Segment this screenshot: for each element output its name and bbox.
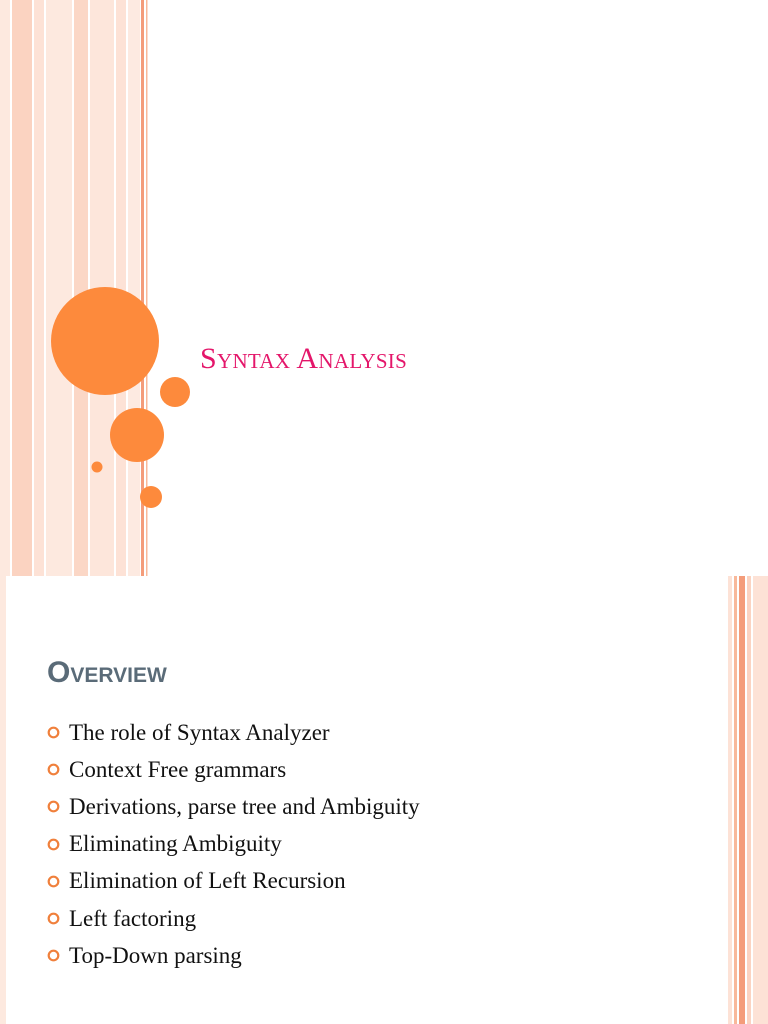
list-item	[47, 900, 420, 937]
overview-slide	[0, 576, 768, 1024]
list-item-text: Top-Down parsing	[69, 942, 242, 968]
list-item-text: Elimination of Left Recursion	[69, 868, 346, 894]
list-item	[47, 826, 420, 863]
bullet-list	[47, 714, 420, 974]
list-item-text: The role of Syntax Analyzer	[69, 719, 330, 745]
ring-bullet-icon	[47, 726, 60, 739]
decorative-stripe-left-edge	[0, 576, 6, 1024]
list-item-text: Context Free grammars	[69, 756, 287, 782]
circle-small-bottom	[140, 486, 162, 508]
circle-medium	[110, 408, 164, 462]
ring-bullet-icon	[47, 875, 60, 888]
list-item	[47, 788, 420, 825]
ring-bullet-icon	[47, 912, 60, 925]
decorative-stripes-right	[728, 576, 768, 1024]
circle-large	[51, 287, 159, 395]
ring-bullet-icon	[47, 800, 60, 813]
list-item-text: Eliminating Ambiguity	[69, 831, 282, 857]
ring-bullet-icon	[47, 838, 60, 851]
circle-small-right	[160, 377, 190, 407]
list-item	[47, 751, 420, 788]
circle-tiny	[92, 462, 103, 473]
ring-bullet-icon	[47, 763, 60, 776]
list-item	[47, 937, 420, 974]
list-item-text: Derivations, parse tree and Ambiguity	[69, 793, 420, 819]
slide-title: Overview	[47, 656, 167, 689]
list-item-text: Left factoring	[69, 905, 197, 931]
ring-bullet-icon	[47, 949, 60, 962]
list-item	[47, 714, 420, 751]
slide-title: Syntax Analysis	[200, 342, 408, 375]
list-item	[47, 863, 420, 900]
